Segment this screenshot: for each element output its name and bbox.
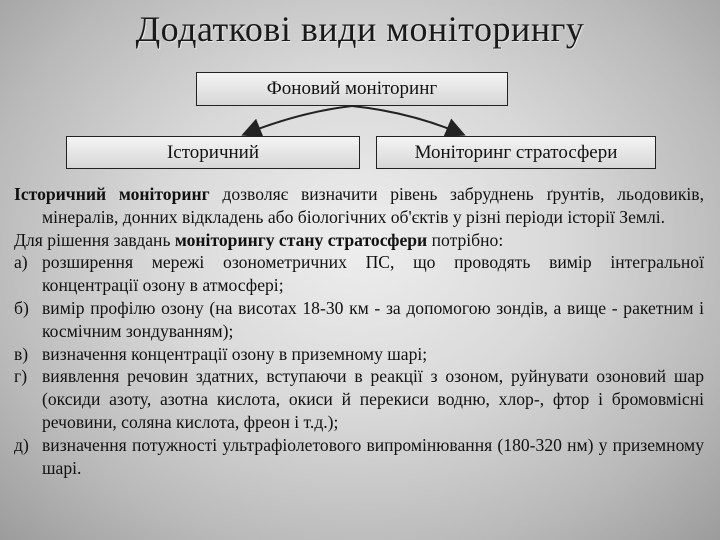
diagram-box-stratosphere: Моніторинг стратосфери <box>376 136 656 169</box>
list-item <box>14 365 704 433</box>
list-item <box>14 343 704 366</box>
term-stratosphere-monitoring: моніторингу стану стратосфери <box>174 229 428 250</box>
list-item-text: визначення концентрації озону в приземному шарі; <box>42 343 428 364</box>
list-item-text: визначення потужності ультрафіолетового випромінювання (180-320 нм) у приземному шарі. <box>42 434 704 478</box>
list-item-text: вимір профілю озону (на висотах 18-30 км - за допомогою зондів, а вище - ракетним і космічним зондуванням); <box>42 297 704 341</box>
list-item <box>14 434 704 480</box>
term-historical-monitoring: Історичний моніторинг <box>14 184 210 204</box>
list-marker: в) <box>14 343 29 364</box>
diagram-box-historical: Історичний <box>66 136 360 169</box>
slide-title: Додаткові види моніторингу <box>135 9 585 49</box>
arrow-to-left <box>245 106 352 134</box>
list-item-text: виявлення речовин здатних, вступаючи в реакції з озоном, руйнувати озоновий шар (оксиди азоту, азотна кислота, окиси й перекиси водню, хлор-, фтор і бромовмісні речовини, соляна кислота, фреон і т.д.); <box>42 366 704 432</box>
list-marker: д) <box>14 434 29 455</box>
list-item <box>14 297 704 343</box>
intro-text: Для рішення завдань <box>14 229 175 250</box>
slide-body <box>14 183 704 479</box>
list-marker: а) <box>14 252 28 273</box>
list-item-text: розширення мережі озонометричних ПС, що проводять вимір інтегральної концентрації озону в атмосфері; <box>42 252 704 296</box>
list-marker: б) <box>14 297 29 318</box>
list-marker: г) <box>14 366 28 387</box>
paragraph-historical <box>14 183 704 229</box>
paragraph-stratosphere-intro <box>14 229 704 252</box>
paragraph-historical-text: дозволяє визначити рівень забруднень ґрунтів, льодовиків, мінералів, донних відкладень або біологічних об'єктів у різні періоди історії Землі. <box>42 184 704 227</box>
diagram-box-background-monitoring: Фоновий моніторинг <box>196 72 508 106</box>
intro-text-end: потрібно: <box>427 229 504 250</box>
list-item <box>14 251 704 297</box>
arrow-to-right <box>352 106 462 134</box>
